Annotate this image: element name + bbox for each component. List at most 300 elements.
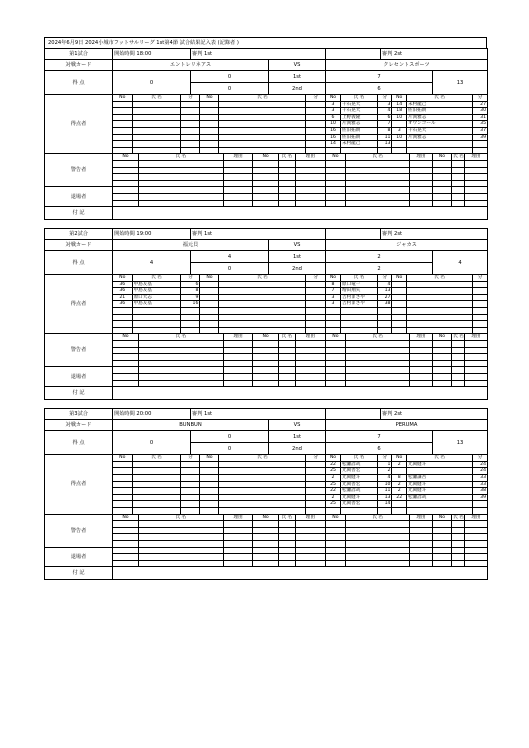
scorer-cell (113, 127, 132, 134)
warning-cell (138, 167, 223, 174)
scorer-cell: 吉村まさや (340, 294, 377, 301)
home-warnings (113, 514, 326, 547)
home-scorers (113, 275, 326, 334)
scorer-cell (406, 294, 472, 301)
scorer-cell (200, 461, 219, 468)
scorer-cell: 千石晃大 (340, 108, 377, 115)
warning-cell (432, 380, 451, 386)
warning-cell (278, 167, 295, 174)
col-name-header: 氏 名 (345, 515, 409, 521)
warning-cell (345, 354, 409, 361)
warning-cell (138, 193, 223, 200)
warning-cell (223, 180, 253, 186)
away-ejections (326, 187, 488, 207)
scorer-cell (340, 308, 377, 315)
notes-value (113, 387, 488, 400)
referee2-cell: 審判 2st (381, 49, 488, 60)
warning-cell (326, 347, 345, 354)
col-reason-header: 理由 (410, 154, 433, 160)
matches-container (44, 48, 487, 580)
warning-cell (345, 534, 409, 541)
warning-cell (326, 534, 345, 541)
col-name-header: 氏 名 (406, 275, 472, 281)
match-table (44, 228, 488, 400)
col-name-header: 氏 名 (340, 455, 377, 461)
scorer-cell (306, 481, 325, 488)
referee2-value: 2st (394, 411, 403, 418)
scorer-cell (181, 121, 200, 128)
scorer-cell (132, 127, 181, 134)
warning-cell (432, 347, 451, 354)
warning-cell (113, 193, 138, 200)
scorer-cell (406, 327, 472, 333)
away-1st-score: 2 (326, 251, 433, 263)
vs-label: VS (269, 60, 326, 71)
scorer-cell: 原口大志 (132, 294, 181, 301)
home-2nd-score: 0 (191, 263, 269, 275)
referee2-cell: 審判 2st (381, 229, 488, 240)
scorer-cell (378, 147, 392, 153)
scorer-cell (113, 494, 132, 501)
warning-cell (464, 560, 487, 566)
col-reason-header: 理由 (464, 515, 487, 521)
scorer-cell (113, 468, 132, 475)
scorer-cell: 24 (472, 461, 487, 468)
scorer-cell (406, 468, 472, 475)
warning-cell (464, 160, 487, 167)
notes-value (113, 207, 488, 220)
warning-cell (326, 521, 345, 528)
warning-cell (138, 374, 223, 381)
col-no-header: No (113, 154, 138, 160)
warning-cell (432, 354, 451, 361)
scorer-cell: 36 (113, 288, 132, 295)
scorer-cell (200, 494, 219, 501)
col-no-header: No (326, 95, 340, 101)
scorer-cell: 4 (378, 281, 392, 288)
scorer-cell (219, 147, 306, 153)
away-total-score: 13 (433, 431, 488, 455)
scorer-cell: 31 (472, 114, 487, 121)
scorer-cell (132, 468, 181, 475)
warning-cell (278, 521, 295, 528)
scorer-cell (132, 108, 181, 115)
scorer-cell (219, 127, 306, 134)
warning-cell (138, 560, 223, 566)
scorer-cell: 27 (472, 101, 487, 108)
warning-cell (278, 347, 295, 354)
scorer-cell: 千石晃大 (406, 127, 472, 134)
warning-cell (113, 360, 138, 366)
scorer-cell (181, 488, 200, 495)
scorer-cell: 中島友基 (132, 301, 181, 308)
scorer-cell (132, 101, 181, 108)
scorer-cell: 3 (326, 101, 340, 108)
scorer-cell (392, 141, 406, 148)
scorer-cell (181, 134, 200, 141)
away-total-score: 13 (433, 71, 488, 95)
scorer-cell (219, 507, 306, 513)
scorer-cell (200, 308, 219, 315)
notes-value (113, 567, 488, 580)
scorer-cell (306, 294, 325, 301)
scorer-cell: 33 (472, 481, 487, 488)
scorer-cell: 14 (378, 501, 392, 508)
matchcard-label: 対戦カード (45, 240, 113, 251)
scorer-cell: 14 (326, 141, 340, 148)
scorer-cell (306, 281, 325, 288)
scorer-cell (340, 321, 377, 328)
scorer-cell (472, 301, 487, 308)
warning-cell (278, 200, 295, 206)
scorer-cell (132, 481, 181, 488)
scorer-cell (181, 127, 200, 134)
vs-label: VS (269, 240, 326, 251)
scorer-cell: 6 (326, 114, 340, 121)
warning-cell (253, 200, 278, 206)
col-name-header: 氏 名 (340, 95, 377, 101)
warning-cell (432, 180, 451, 186)
scorer-cell: 22 (392, 494, 406, 501)
kickoff-cell: 開始時間 18:00 (113, 49, 191, 60)
referee2-value: 2st (394, 51, 403, 57)
scorer-cell (306, 301, 325, 308)
home-team: エントレリネアス (113, 60, 269, 71)
home-1st-score: 0 (191, 71, 269, 83)
warning-cell (410, 534, 433, 541)
scorer-cell: 8 (378, 127, 392, 134)
scorer-cell (219, 501, 306, 508)
scorer-cell (113, 461, 132, 468)
scorer-cell: 光岡善宏 (340, 481, 377, 488)
scorer-cell (472, 501, 487, 508)
col-reason-header: 理由 (223, 154, 253, 160)
scorer-cell (200, 321, 219, 328)
home-team: BUNBUN (113, 420, 269, 431)
warning-cell (345, 193, 409, 200)
warnings-label: 警告者 (45, 514, 113, 547)
warning-cell (326, 200, 345, 206)
warning-cell (452, 521, 465, 528)
warning-cell (295, 374, 325, 381)
warning-cell (326, 380, 345, 386)
scorer-cell: 11 (378, 488, 392, 495)
scorer-cell: 30 (472, 108, 487, 115)
scorer-cell (219, 101, 306, 108)
scorer-cell: 末村龍己 (340, 141, 377, 148)
away-warnings (326, 334, 488, 367)
scorer-cell (200, 108, 219, 115)
warning-cell (410, 527, 433, 534)
scorer-cell: 2 (392, 488, 406, 495)
warning-cell (345, 521, 409, 528)
warning-cell (295, 527, 325, 534)
scorer-cell (200, 114, 219, 121)
match-gap (44, 220, 487, 228)
warning-cell (278, 341, 295, 348)
scorer-cell: 37 (472, 127, 487, 134)
referee1-cell: 審判 1st (191, 229, 326, 240)
scorer-cell (181, 321, 200, 328)
warning-cell (464, 174, 487, 181)
match-table (44, 48, 488, 220)
scorer-cell (200, 147, 219, 153)
scorer-cell (326, 327, 340, 333)
scorer-cell: 10 (378, 481, 392, 488)
warning-cell (464, 193, 487, 200)
warning-cell (326, 341, 345, 348)
scorer-cell: 4 (378, 474, 392, 481)
warning-cell (253, 193, 278, 200)
scorer-cell (181, 507, 200, 513)
score-label: 得 点 (45, 431, 113, 455)
scorer-cell (181, 461, 200, 468)
match-table (44, 408, 488, 580)
warning-cell (138, 174, 223, 181)
col-name-header: 氏 名 (219, 275, 306, 281)
scorer-cell (392, 468, 406, 475)
scorer-cell: 9 (181, 294, 200, 301)
scorer-cell: 2 (326, 474, 340, 481)
scorer-cell: 22 (326, 461, 340, 468)
warning-cell (295, 200, 325, 206)
col-no-header: No (200, 275, 219, 281)
col-reason-header: 理由 (223, 334, 253, 340)
scorer-cell (113, 321, 132, 328)
warning-cell (223, 193, 253, 200)
scorer-cell (406, 308, 472, 315)
match-label: 第2試合 (45, 229, 113, 240)
home-2nd-score: 0 (191, 83, 269, 95)
scorer-cell (378, 314, 392, 321)
col-no-header: No (326, 275, 340, 281)
scorer-cell: 光岡健斗 (406, 481, 472, 488)
col-no-header: No (253, 515, 278, 521)
scorer-cell: 3 (326, 108, 340, 115)
scorer-cell (392, 501, 406, 508)
warning-cell (326, 360, 345, 366)
scorer-cell (132, 114, 181, 121)
scorer-cell (200, 468, 219, 475)
warning-cell (253, 360, 278, 366)
ejections-label: 退場者 (45, 367, 113, 387)
warning-cell (278, 180, 295, 186)
warning-cell (138, 554, 223, 561)
scorer-cell: 佐旧拓朗 (406, 108, 472, 115)
warning-cell (432, 560, 451, 566)
warning-cell (138, 341, 223, 348)
warning-cell (253, 560, 278, 566)
scorer-cell: オウンゴール (406, 121, 472, 128)
warning-cell (253, 527, 278, 534)
warning-cell (253, 354, 278, 361)
warning-cell (432, 527, 451, 534)
scorer-cell (326, 314, 340, 321)
warning-cell (452, 167, 465, 174)
col-name-header: 氏 名 (132, 275, 181, 281)
ejections-label: 退場者 (45, 187, 113, 207)
scorer-cell: 10 (392, 134, 406, 141)
warning-cell (345, 560, 409, 566)
scorer-cell: 2 (392, 481, 406, 488)
warning-cell (326, 554, 345, 561)
col-min-header: 分 (181, 275, 200, 281)
warning-cell (410, 347, 433, 354)
scorer-cell (200, 281, 219, 288)
scorer-cell (181, 327, 200, 333)
scorer-cell (200, 481, 219, 488)
scorers-label: 得点者 (45, 455, 113, 514)
col-no-header: No (432, 334, 451, 340)
scorer-cell (113, 141, 132, 148)
scorer-cell: 10 (392, 114, 406, 121)
away-total-score: 4 (433, 251, 488, 275)
scorer-cell (200, 134, 219, 141)
warning-cell (410, 180, 433, 186)
col-name-header: 氏 名 (132, 95, 181, 101)
col-no-header: No (113, 275, 132, 281)
warning-cell (113, 200, 138, 206)
warning-cell (278, 554, 295, 561)
warning-cell (345, 554, 409, 561)
warning-cell (326, 374, 345, 381)
scorer-cell (326, 147, 340, 153)
col-min-header: 分 (378, 455, 392, 461)
warning-cell (223, 527, 253, 534)
scorer-cell (306, 468, 325, 475)
warning-cell (326, 180, 345, 186)
notes-label: 付 記 (45, 207, 113, 220)
warning-cell (113, 180, 138, 186)
col-no-header: No (432, 515, 451, 521)
away-scorers (326, 455, 488, 514)
scorer-cell (306, 108, 325, 115)
scorer-cell (200, 488, 219, 495)
sheet-title: 2024年6月9日 2024小城市フットサルリーグ 1st第4節 試合結果記入表 (記錄者 ) (44, 37, 487, 48)
col-reason-header: 理由 (410, 515, 433, 521)
warning-cell (464, 534, 487, 541)
scorer-cell (326, 321, 340, 328)
home-total-score: 0 (113, 431, 191, 455)
warning-cell (410, 341, 433, 348)
col-no-header: No (326, 154, 345, 160)
scorer-cell (306, 114, 325, 121)
col-min-header: 分 (472, 275, 487, 281)
scorer-cell: 25 (326, 481, 340, 488)
warning-cell (432, 341, 451, 348)
away-2nd-score: 2 (326, 263, 433, 275)
scorer-cell (306, 288, 325, 295)
scorer-cell: 6 (378, 114, 392, 121)
scorer-cell (406, 288, 472, 295)
warning-cell (223, 167, 253, 174)
warning-cell (223, 200, 253, 206)
scorer-cell (326, 507, 340, 513)
col-no-header: No (392, 455, 406, 461)
warning-cell (326, 560, 345, 566)
scorer-cell (406, 501, 472, 508)
warning-cell (138, 347, 223, 354)
warning-cell (253, 554, 278, 561)
scorer-cell (132, 327, 181, 333)
scorer-cell: 光岡健斗 (340, 474, 377, 481)
scorer-cell: 千石晃大 (340, 101, 377, 108)
away-scorers (326, 275, 488, 334)
col-reason-header: 理由 (223, 515, 253, 521)
matchcard-label: 対戦カード (45, 420, 113, 431)
scorer-cell (392, 288, 406, 295)
scorer-cell: 上野義隆 (340, 114, 377, 121)
warning-cell (113, 380, 138, 386)
referee1-cell: 審判 1st (191, 49, 326, 60)
scorer-cell (113, 507, 132, 513)
warning-cell (464, 354, 487, 361)
scorer-cell (181, 468, 200, 475)
away-1st-score: 7 (326, 431, 433, 443)
result-sheet (44, 37, 487, 580)
col-reason-header: 理由 (295, 334, 325, 340)
scorer-cell: 松瀬謙吾 (406, 474, 472, 481)
scorer-cell (219, 121, 306, 128)
scorer-cell: 36 (113, 301, 132, 308)
col-name-header: 氏 名 (345, 154, 409, 160)
scorer-cell (200, 501, 219, 508)
warning-cell (113, 554, 138, 561)
warning-cell (452, 341, 465, 348)
col-no-header: No (113, 95, 132, 101)
scorer-cell (472, 281, 487, 288)
kickoff-time: 19:00 (136, 231, 152, 238)
scorer-cell (219, 481, 306, 488)
scorer-cell (472, 314, 487, 321)
warning-cell (452, 380, 465, 386)
scorer-cell (181, 501, 200, 508)
scorer-cell: 13 (378, 288, 392, 295)
scorer-cell (181, 114, 200, 121)
match-label: 第1試合 (45, 49, 113, 60)
scorer-cell (219, 134, 306, 141)
scorer-cell (132, 314, 181, 321)
warning-cell (278, 374, 295, 381)
warning-cell (138, 527, 223, 534)
scorer-cell: 3 (392, 127, 406, 134)
away-ejections (326, 547, 488, 567)
scorer-cell (181, 314, 200, 321)
away-team: PERUMA (326, 420, 488, 431)
warning-cell (295, 554, 325, 561)
scorer-cell (219, 288, 306, 295)
scorer-cell (306, 494, 325, 501)
warnings-label: 警告者 (45, 334, 113, 367)
warning-cell (464, 180, 487, 186)
scorer-cell (132, 141, 181, 148)
scorer-cell (219, 494, 306, 501)
warning-cell (464, 374, 487, 381)
col-no-header: No (432, 154, 451, 160)
scorer-cell: 14 (392, 101, 406, 108)
half2-label: 2nd (269, 83, 326, 95)
scorer-cell: 光岡健斗 (406, 461, 472, 468)
warning-cell (278, 540, 295, 546)
scorer-cell (200, 101, 219, 108)
away-ejections (326, 367, 488, 387)
warning-cell (345, 347, 409, 354)
warning-cell (278, 193, 295, 200)
scorer-cell: 39 (472, 494, 487, 501)
referee1-cell: 審判 1st (191, 409, 326, 420)
col-min-header: 分 (378, 275, 392, 281)
scorer-cell (132, 321, 181, 328)
